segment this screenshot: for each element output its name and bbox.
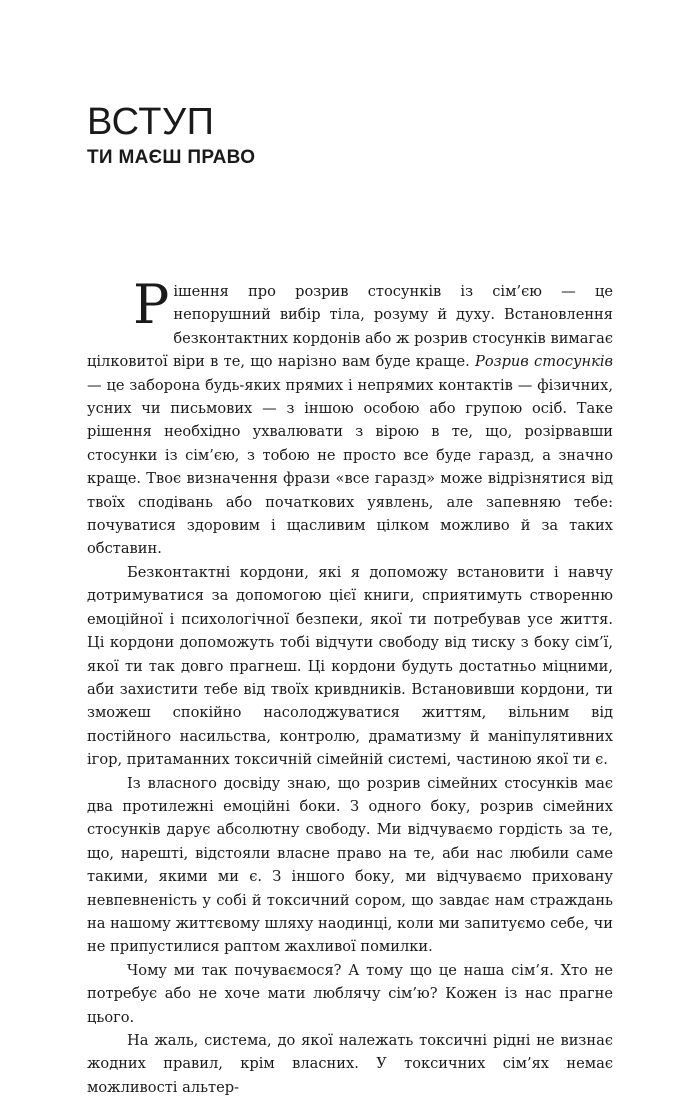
chapter-title: ВСТУП (87, 101, 215, 143)
paragraph-2: Безконтактні кордони, які я допоможу встановити і навчу дотримуватися за допомогою цієї книги, сприятимуть створенню емоційної і психологічної безпеки, якої ти потребував усе життя. Ці кордони допоможуть тобі відчути свободу від тиску з боку сім’ї, якої ти так довго прагнеш. Ці кордони будуть достатньо міцними, аби захистити тебе від твоїх кривдників. Встановивши кордони, ти зможеш спокійно насолоджуватися життям, вільним від постійного насильства, контролю, драматизму й маніпулятивних ігор, притаманних токсичній сімейній системі, частиною якої ти є. (87, 563, 613, 769)
body-text (87, 273, 613, 1099)
paragraph-4: Чому ми так почуваємося? А тому що це наша сім’я. Хто не потребує або не хоче мати люблячу сім’ю? Кожен із нас прагне цього. (87, 961, 613, 1026)
chapter-subtitle: ТИ МАЄШ ПРАВО (87, 147, 256, 168)
paragraph-1-rest: — це заборона будь-яких прямих і непрямих контактів — фізичних, усних чи письмових — з іншою особою або групою осіб. Таке рішення необхідно ухвалювати з вірою в те, що, розірвавши стосунки із сім’єю, з тобою не просто все буде гаразд, а значно краще. Твоє визначення фрази «все гаразд» може відрізнятися від твоїх сподівань або початкових уявлень, але запевняю тебе: почуватися здоровим і щасливим цілком можливо й за таких обставин. (87, 376, 613, 558)
paragraph-1-lead: ішення про розрив стосунків із сім’єю — це непорушний вибір тіла, розуму й духу. Встановлення безконтактних кордонів або ж розрив стосунків вимагає цілковитої віри в те, що нарізно вам буде краще. (87, 283, 613, 371)
paragraph-1 (87, 273, 613, 561)
italic-term: Розрив стосунків (475, 353, 613, 371)
paragraph-3: Із власного досвіду знаю, що розрив сімейних стосунків має два протилежні емоційні боки. З одного боку, розрив сімейних стосунків дарує абсолютну свободу. Ми відчуваємо гордість за те, що, нарешті, відстояли власне право на те, аби нас любили саме такими, якими ми є. З іншого боку, ми відчуваємо приховану невпевненість у собі й токсичний сором, що завдає нам страждань на нашому життєвому шляху наодинці, коли ми запитуємо себе, чи не припустилися раптом жахливої помилки. (87, 774, 613, 956)
paragraph-5: На жаль, система, до якої належать токсичні рідні не визнає жодних правил, крім власних. У токсичних сім’ях немає можливості альтер- (87, 1032, 613, 1096)
drop-cap: Р (133, 273, 170, 336)
